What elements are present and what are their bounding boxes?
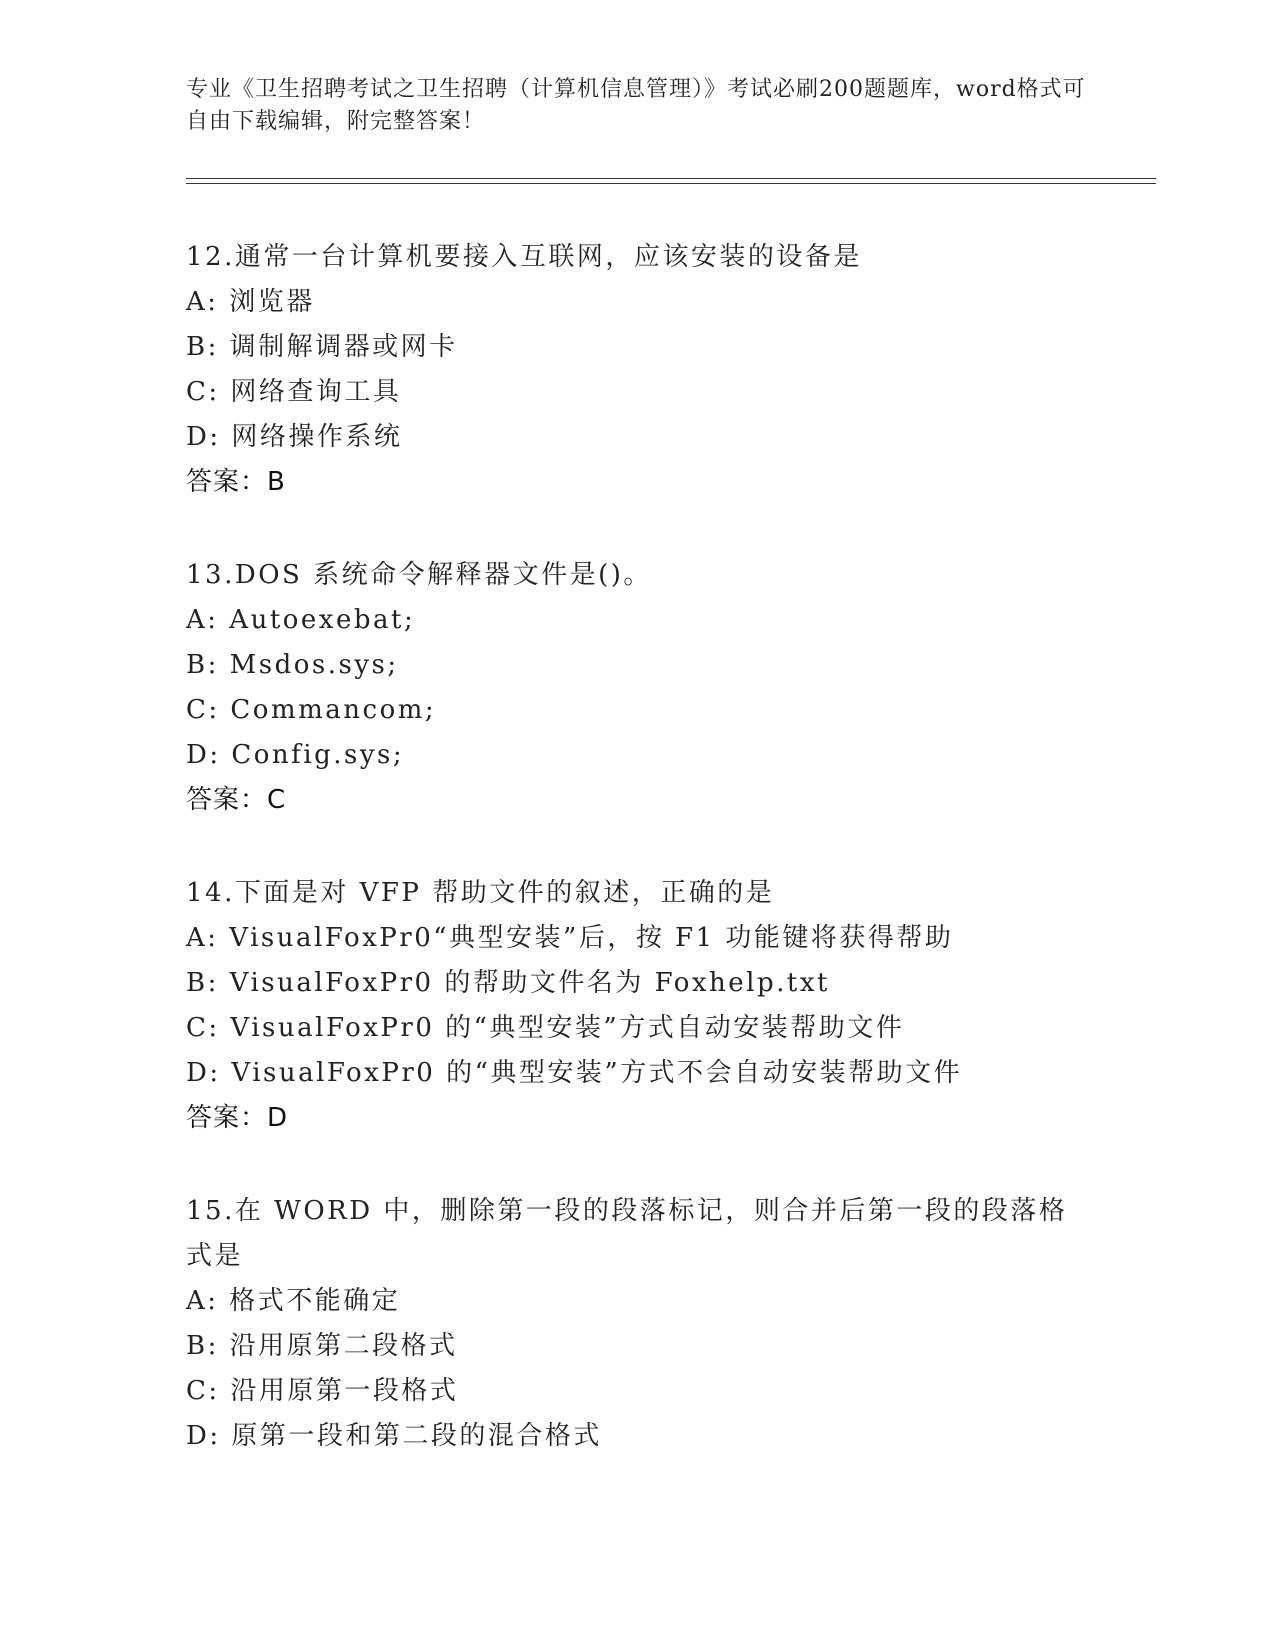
option-b: B: Msdos.sys;	[186, 650, 399, 680]
document-header: 专业《卫生招聘考试之卫生招聘（计算机信息管理）》考试必刷200题题库，word格式可自由下载编辑，附完整答案！	[186, 77, 1086, 134]
option-d: D: 网络操作系统	[186, 422, 403, 452]
option-b: B: 沿用原第二段格式	[186, 1331, 458, 1361]
header-divider-top	[186, 178, 1156, 179]
question-stem: 15.在 WORD 中，删除第一段的段落标记，则合并后第一段的段落格式是	[186, 1196, 1068, 1271]
header-divider-bottom	[186, 183, 1156, 184]
question-14	[186, 871, 1086, 1141]
option-a: A: Autoexebat;	[186, 605, 416, 635]
option-d: D: Config.sys;	[186, 740, 405, 770]
question-stem: 12.通常一台计算机要接入互联网，应该安装的设备是	[186, 242, 862, 272]
question-stem: 14.下面是对 VFP 帮助文件的叙述，正确的是	[186, 878, 775, 908]
option-c: C: 网络查询工具	[186, 377, 402, 407]
option-c: C: Commancom;	[186, 695, 437, 725]
option-d: D: 原第一段和第二段的混合格式	[186, 1421, 602, 1451]
question-stem: 13.DOS 系统命令解释器文件是()。	[186, 560, 652, 590]
question-13	[186, 553, 1086, 823]
option-c: C: VisualFoxPr0 的“典型安装”方式自动安装帮助文件	[186, 1013, 905, 1043]
option-c: C: 沿用原第一段格式	[186, 1376, 459, 1406]
question-15	[186, 1189, 1086, 1459]
option-a: A: VisualFoxPr0“典型安装”后，按 F1 功能键将获得帮助	[186, 923, 954, 953]
answer-label: 答案：B	[186, 467, 286, 497]
answer-label: 答案：C	[186, 785, 287, 815]
option-b: B: VisualFoxPr0 的帮助文件名为 Foxhelp.txt	[186, 968, 830, 998]
question-12	[186, 235, 1086, 505]
option-d: D: VisualFoxPr0 的“典型安装”方式不会自动安装帮助文件	[186, 1058, 963, 1088]
option-a: A: 浏览器	[186, 287, 315, 317]
option-a: A: 格式不能确定	[186, 1286, 401, 1316]
option-b: B: 调制解调器或网卡	[186, 332, 458, 362]
answer-label: 答案：D	[186, 1103, 289, 1133]
